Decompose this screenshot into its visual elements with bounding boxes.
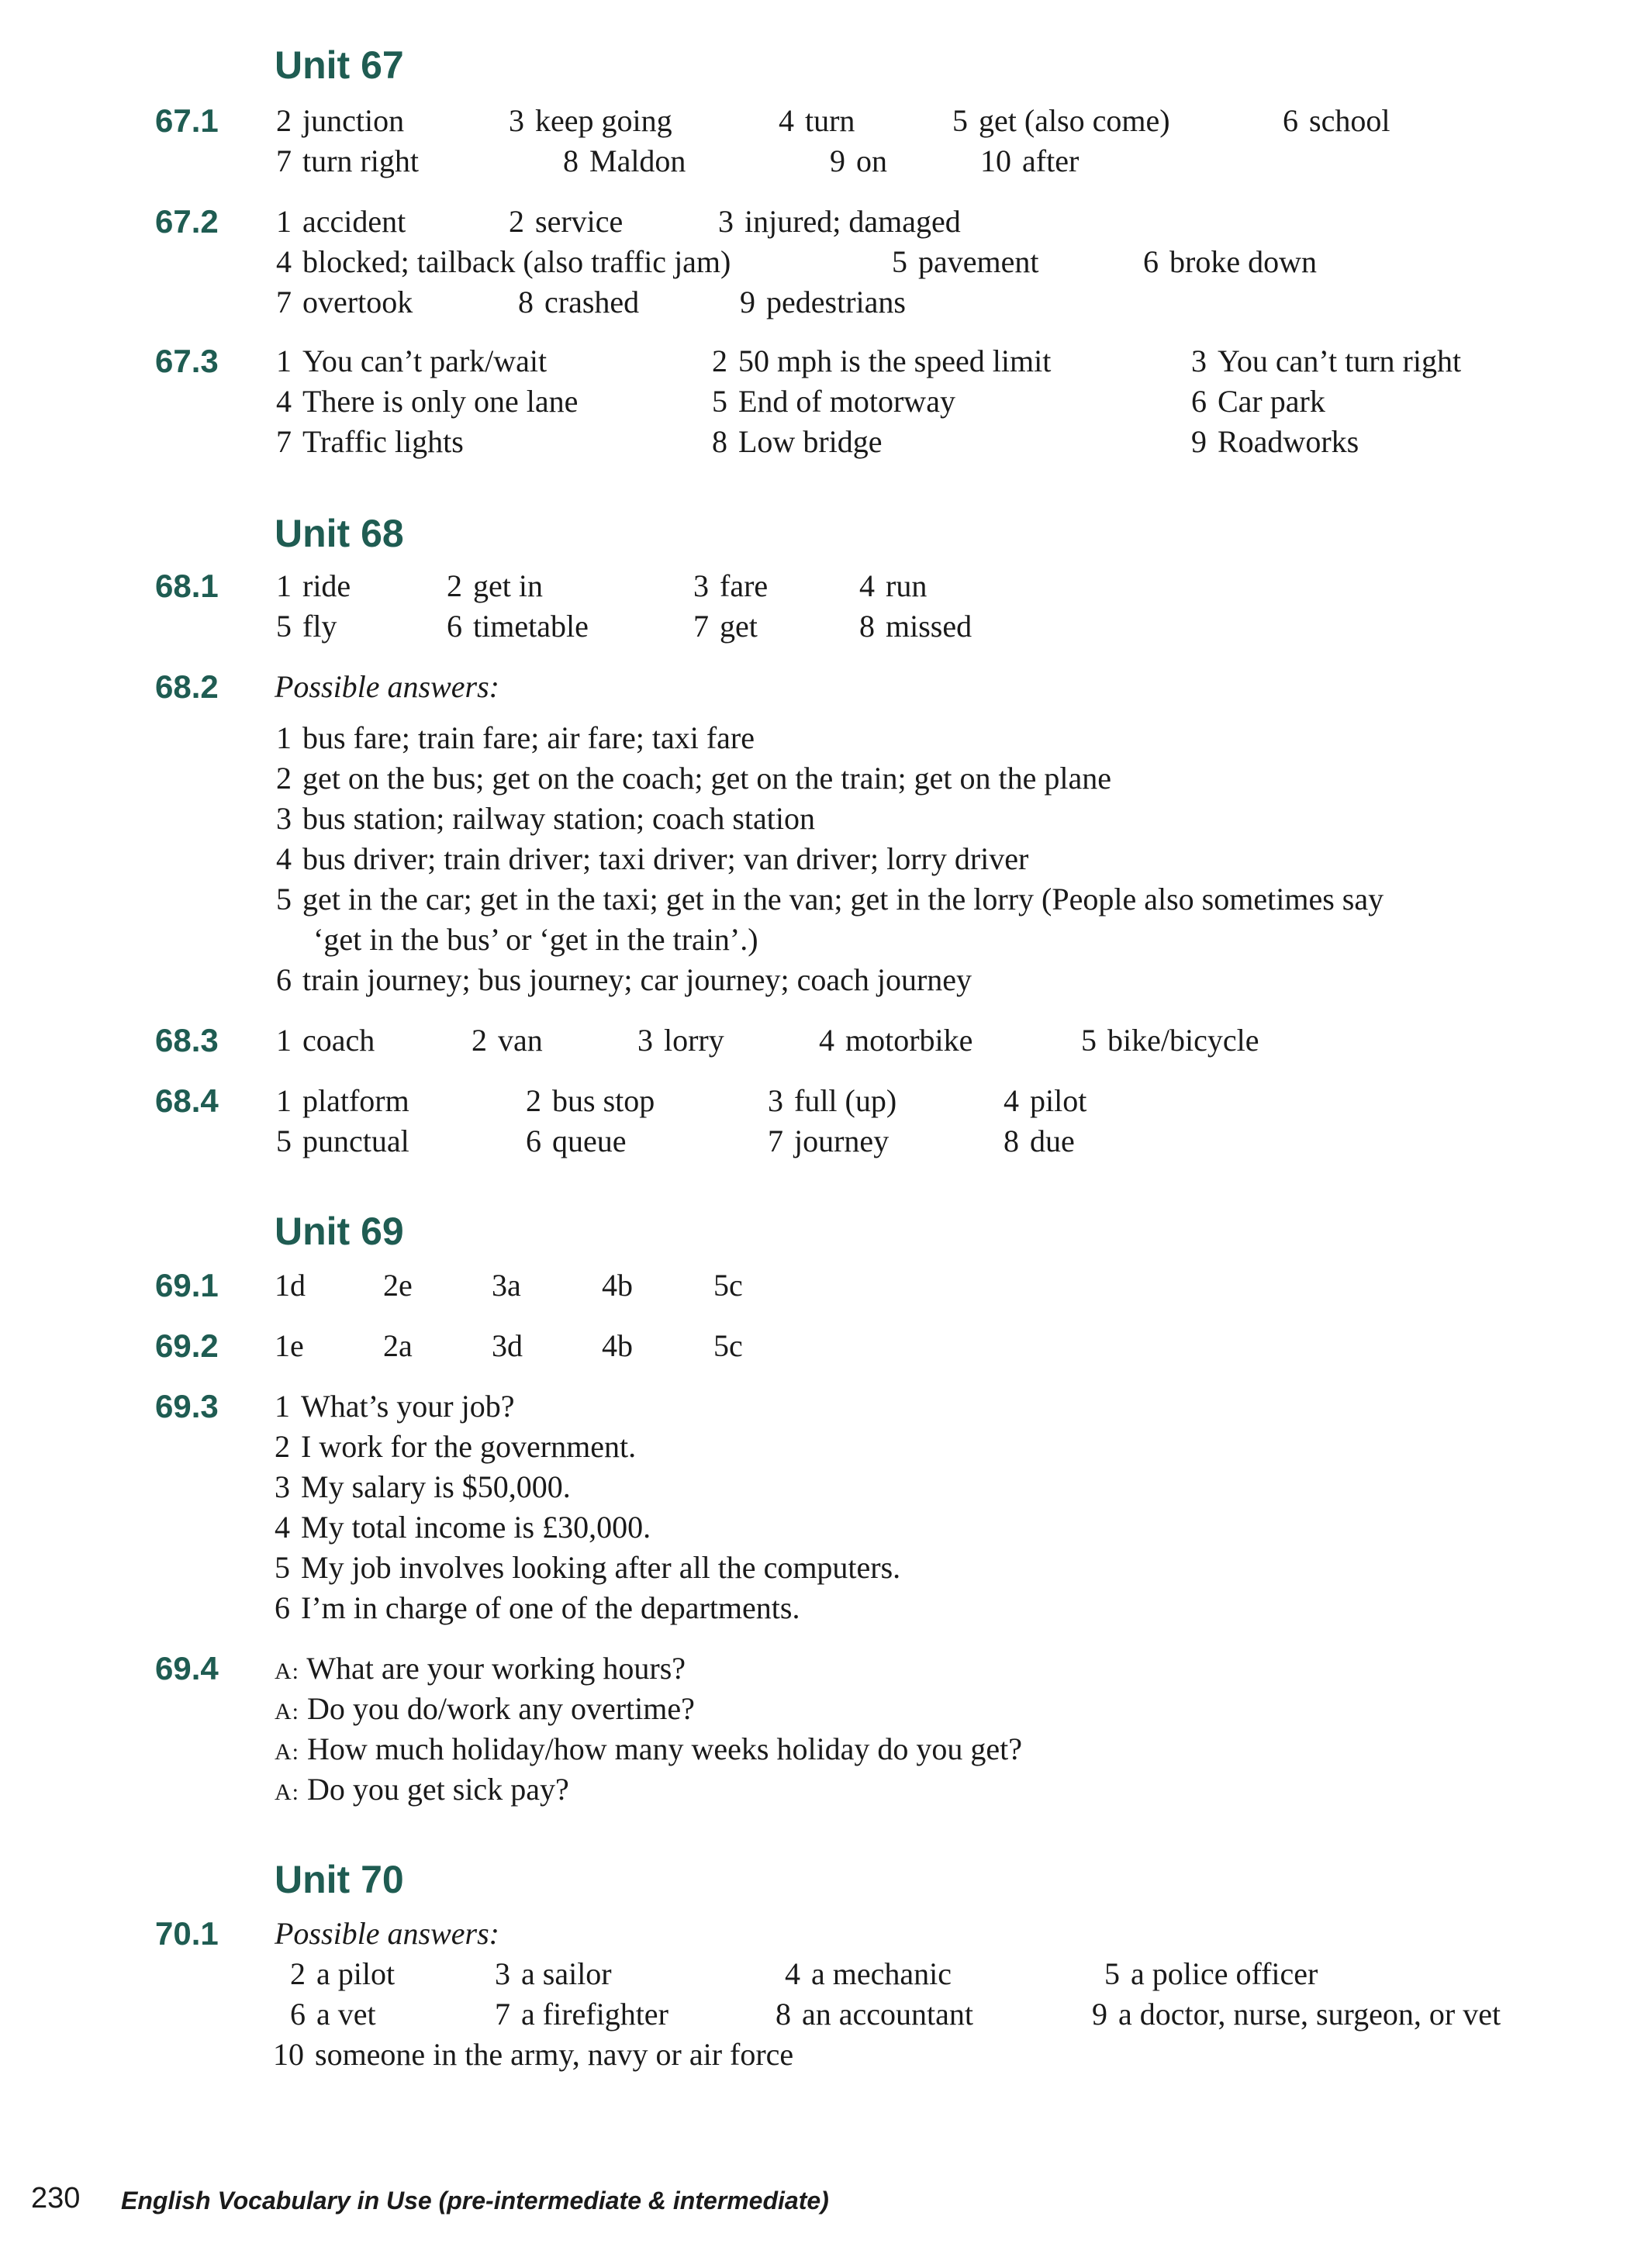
exercise-number: 68.1 <box>155 568 219 604</box>
answer-item: 5 fly <box>276 609 337 644</box>
answer-item: 10 after <box>980 143 1080 178</box>
exercise-number: 69.2 <box>155 1327 219 1364</box>
answer-item: 3 a sailor <box>495 1956 612 1991</box>
answer-item: 4 turn <box>779 103 855 138</box>
answer-item: 2 bus stop <box>526 1083 655 1118</box>
dialogue-line: A: What are your working hours? <box>275 1651 686 1686</box>
answer-item: 5c <box>713 1328 743 1363</box>
answer-item: 7 overtook <box>276 285 413 319</box>
answer-item: 8 due <box>1004 1124 1075 1158</box>
list-item: 6 train journey; bus journey; car journey; coach journey <box>276 962 972 997</box>
answer-item: 2 van <box>472 1023 543 1058</box>
answer-item: 10 someone in the army, navy or air force <box>273 2037 794 2072</box>
answer-item: 6 Car park <box>1191 384 1325 419</box>
answer-item: 2 junction <box>276 103 405 138</box>
answer-item: 3 injured; damaged <box>718 204 961 239</box>
answer-item: 2 a pilot <box>290 1956 396 1991</box>
exercise-number: 69.4 <box>155 1650 219 1686</box>
answer-item: 6 school <box>1283 103 1390 138</box>
answer-item: 7 get <box>693 609 758 644</box>
answer-item: 1 coach <box>276 1023 375 1058</box>
answer-item: 2a <box>383 1328 413 1363</box>
answer-item: 6 queue <box>526 1124 627 1158</box>
list-item: 4 My total income is £30,000. <box>275 1510 651 1545</box>
answer-item: 7 Traffic lights <box>276 424 464 459</box>
unit-title: Unit 70 <box>275 1858 404 1901</box>
answer-item: 1d <box>275 1268 306 1303</box>
dialogue-line: A: Do you get sick pay? <box>275 1772 569 1807</box>
answer-item: 4 run <box>859 568 928 603</box>
answer-item: 7 journey <box>768 1124 890 1158</box>
answer-item: 4 motorbike <box>819 1023 973 1058</box>
unit-title: Unit 67 <box>275 43 404 87</box>
answer-item: 5 get (also come) <box>952 103 1170 138</box>
answer-item: 5 End of motorway <box>712 384 955 419</box>
answer-item: 3d <box>492 1328 523 1363</box>
answer-item: 4 blocked; tailback (also traffic jam) <box>276 244 731 279</box>
answer-item: 1 You can’t park/wait <box>276 343 548 378</box>
answer-item: 4 pilot <box>1004 1083 1087 1118</box>
exercise-number: 68.2 <box>155 668 219 705</box>
answer-item: 3a <box>492 1268 521 1303</box>
exercise-number: 67.2 <box>155 203 219 240</box>
answer-item: 5 punctual <box>276 1124 409 1158</box>
answer-item: 4 There is only one lane <box>276 384 579 419</box>
list-item: 1 bus fare; train fare; air fare; taxi fare <box>276 720 755 755</box>
answer-item: 1 platform <box>276 1083 409 1118</box>
answer-item: 4b <box>602 1328 633 1363</box>
answer-item: 2 50 mph is the speed limit <box>712 343 1052 378</box>
list-item: 5 get in the car; get in the taxi; get in the van; get in the lorry (People also sometimes say <box>276 882 1384 917</box>
list-item: 3 bus station; railway station; coach station <box>276 801 815 836</box>
answer-item: 4 a mechanic <box>785 1956 952 1991</box>
answer-item: 8 crashed <box>518 285 640 319</box>
answer-item: 6 timetable <box>447 609 589 644</box>
list-item: 2 get on the bus; get on the coach; get on the train; get on the plane <box>276 761 1112 796</box>
exercise-number: 68.3 <box>155 1022 219 1058</box>
exercise-number: 68.4 <box>155 1082 219 1119</box>
answer-item: 8 Maldon <box>563 143 686 178</box>
answer-item: 9 Roadworks <box>1191 424 1359 459</box>
dialogue-line: A: How much holiday/how many weeks holiday do you get? <box>275 1731 1023 1766</box>
list-item: 1 What’s your job? <box>275 1389 515 1424</box>
answer-item: 9 a doctor, nurse, surgeon, or vet <box>1092 1997 1501 2032</box>
answer-item: 3 fare <box>693 568 769 603</box>
answer-item: 1e <box>275 1328 304 1363</box>
answer-item: 3 You can’t turn right <box>1191 343 1462 378</box>
answer-item: 8 an accountant <box>776 1997 973 2032</box>
answer-item: 2e <box>383 1268 413 1303</box>
answer-item: 5 a police officer <box>1104 1956 1318 1991</box>
list-item: 3 My salary is $50,000. <box>275 1469 571 1504</box>
answer-item: 6 a vet <box>290 1997 376 2032</box>
exercise-number: 67.3 <box>155 343 219 379</box>
possible-answers-label: Possible answers: <box>275 669 499 704</box>
answer-item: 9 pedestrians <box>740 285 906 319</box>
answer-item: 9 on <box>830 143 887 178</box>
answer-item: 3 keep going <box>509 103 672 138</box>
answer-item: 4b <box>602 1268 633 1303</box>
answer-item: 7 a firefighter <box>495 1997 668 2032</box>
unit-title: Unit 69 <box>275 1210 404 1253</box>
list-item: 5 My job involves looking after all the computers. <box>275 1550 901 1585</box>
answer-item: 1 ride <box>276 568 351 603</box>
list-item: 6 I’m in charge of one of the departments. <box>275 1590 800 1625</box>
unit-title: Unit 68 <box>275 512 404 555</box>
answer-item: 1 accident <box>276 204 406 239</box>
possible-answers-label: Possible answers: <box>275 1916 499 1951</box>
answer-item: 2 get in <box>447 568 543 603</box>
answer-item: 5 pavement <box>892 244 1039 279</box>
answer-item: 6 broke down <box>1143 244 1317 279</box>
list-item-continuation: ‘get in the bus’ or ‘get in the train’.) <box>313 922 758 957</box>
book-title: English Vocabulary in Use (pre-intermediate & intermediate) <box>121 2187 829 2214</box>
answer-item: 3 full (up) <box>768 1083 897 1118</box>
answer-item: 7 turn right <box>276 143 419 178</box>
list-item: 2 I work for the government. <box>275 1429 637 1464</box>
exercise-number: 69.1 <box>155 1267 219 1303</box>
answer-item: 2 service <box>509 204 624 239</box>
exercise-number: 69.3 <box>155 1388 219 1424</box>
page-number: 230 <box>31 2182 81 2214</box>
answer-item: 5c <box>713 1268 743 1303</box>
answer-item: 3 lorry <box>637 1023 724 1058</box>
exercise-number: 67.1 <box>155 102 219 139</box>
answer-item: 8 Low bridge <box>712 424 883 459</box>
exercise-number: 70.1 <box>155 1915 219 1952</box>
answer-item: 5 bike/bicycle <box>1081 1023 1259 1058</box>
list-item: 4 bus driver; train driver; taxi driver; van driver; lorry driver <box>276 841 1029 876</box>
dialogue-line: A: Do you do/work any overtime? <box>275 1691 695 1726</box>
answer-item: 8 missed <box>859 609 972 644</box>
